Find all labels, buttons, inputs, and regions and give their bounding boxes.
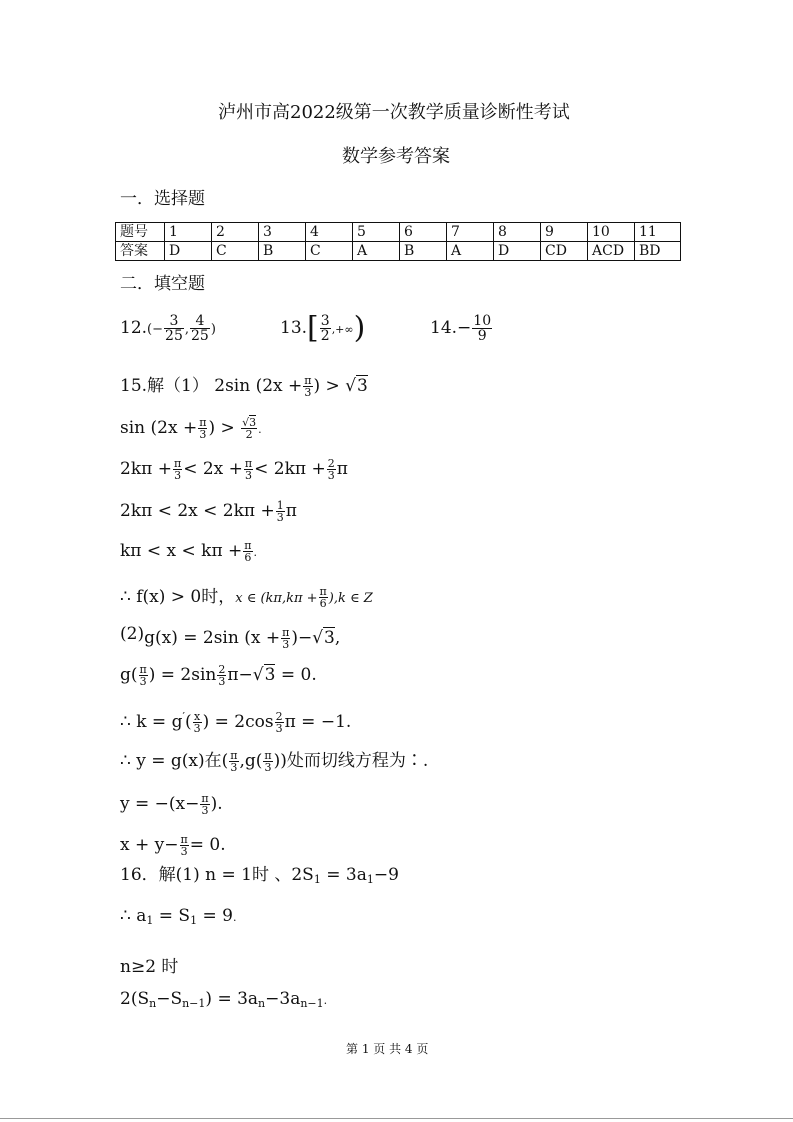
page-bottom-divider [0,1118,793,1119]
q15-l7-end: , [334,628,341,648]
q13-open: [ [307,310,319,346]
table-cell: 3 [259,223,306,242]
q15-line-10 [120,750,428,773]
section-choice-heading: 一．选择题 [120,189,205,209]
table-cell: 10 [588,223,635,242]
q13-label: 13. [280,318,308,338]
q16-line-1 [120,865,399,890]
sqrt3-over-2: $\frac{√3}{2}$ [242,416,257,441]
sub-1: 1 [313,873,321,886]
table-header-cell: 答案 [116,242,165,261]
table-cell: 7 [447,223,494,242]
q15-l2-pre: sin (2x + [120,418,198,438]
q15-l11-b: ). [210,794,223,814]
q15-line-5 [120,540,257,563]
pi-over-3: $\frac{\pi}{3}$ [264,749,272,774]
sub-n-1: n−1 [182,997,206,1010]
q14-neg: − [457,318,472,338]
q16-l1-c: 时 、 [251,865,292,885]
table-cell: B [259,242,306,261]
q15-l10-a: ∴ y = g(x) [120,751,205,771]
q16-l1-e: = 3a [326,865,367,885]
q16-l1-f: −9 [373,865,399,885]
q15-l12-b: = 0. [189,835,226,855]
q15-l8-a: g( [120,665,138,685]
q15-line-11 [120,793,223,816]
q15-l6-a: ∴ f(x) > 0时， [120,587,236,607]
table-cell: ACD [588,242,635,261]
table-cell: 4 [306,223,353,242]
q16-l4-b: −S [156,989,183,1009]
table-cell: 5 [353,223,400,242]
q15-l7-b: g(x) = 2sin (x + [144,628,281,648]
q15-l8-c: π− [227,665,253,685]
q15-l1-post: ) > [313,376,340,396]
q16-l1-d: 2S [291,865,314,885]
table-cell: CD [541,242,588,261]
table-cell: 8 [494,223,541,242]
q12-neg: − [152,322,164,337]
q15-l4-a: 2kπ < 2x < 2kπ + [120,501,275,521]
q16-l1-b: n = 1 [205,865,252,885]
q15-line-9 [120,707,351,734]
table-cell: A [353,242,400,261]
two-thirds: $\frac{2}{3}$ [327,457,335,482]
q15-line-1 [120,375,368,398]
q15-l4-end: π [285,501,297,521]
table-cell: D [165,242,212,261]
q15-l8-end: = 0. [280,665,317,685]
sqrt-3: √3 [252,665,276,685]
q15-l9-b: ( [184,712,192,732]
two-thirds: $\frac{2}{3}$ [275,710,283,735]
answer-table [115,222,681,261]
table-cell: D [494,242,541,261]
q15-line-8 [120,664,317,687]
sub-1: 1 [190,914,198,927]
q15-line-12 [120,834,226,857]
q15-l3-a: 2kπ + [120,459,172,479]
q12-label: 12. [120,318,148,338]
q13-rest: ,+∞ [331,323,354,336]
q15-l5-end: . [253,546,258,559]
q15-l6-c: ),k ∈ Z [328,591,373,606]
q16-l2-b: = S [158,906,191,926]
q15-l10-d: )) [273,751,287,771]
q15-l9-c: ) = 2cos [202,712,274,732]
table-cell: 1 [165,223,212,242]
q16-l2-a: ∴ a [120,906,147,926]
pi-over-3: $\frac{\pi}{3}$ [230,749,238,774]
q15-l12-a: x + y− [120,835,179,855]
x-over-3: $\frac{x}{3}$ [193,710,201,735]
table-cell: C [212,242,259,261]
q15-line-4 [120,500,297,523]
q15-line-7 [120,624,340,650]
one-third: $\frac{1}{3}$ [276,499,284,524]
q16-line-2 [120,906,236,931]
table-cell: B [400,242,447,261]
q15-l9-prime: ′ [182,710,185,723]
pi-over-3: $\frac{\pi}{3}$ [304,374,312,399]
q13-frac: $\frac{3}{2}$ [320,313,330,344]
q16-l1-a: 16．解(1) [120,865,200,885]
q15-l2-end: . [258,423,262,436]
pi-over-3: $\frac{\pi}{3}$ [173,457,182,482]
q15-l10-c: ,g( [239,751,263,771]
q15-l3-end: π [336,459,348,479]
sub-n-1: n−1 [300,997,324,1010]
q16-line-4 [120,989,327,1014]
pi-over-3: $\frac{\pi}{3}$ [282,626,290,651]
two-thirds: $\frac{2}{3}$ [218,663,226,688]
q15-l11-a: y = −(x− [120,794,200,814]
q15-line-6 [120,586,373,609]
table-cell: C [306,242,353,261]
q16-l4-c: ) = 3a [205,989,259,1009]
sqrt-3: √3 [345,376,368,396]
section-fill-heading: 二．填空题 [120,274,205,294]
q16-line-3: n≥2 时 [120,957,179,977]
q15-l9-a: ∴ k = g [120,712,183,732]
q16-l2-c: = 9 [202,906,233,926]
q15-l10-e: 处而切线方程为∶. [286,751,429,771]
q13-close: ) [353,310,366,346]
page-subtitle: 数学参考答案 [342,146,450,167]
q15-l5-a: kπ < x < kπ + [120,541,243,561]
q12-comma: , [184,322,189,337]
table-cell: A [447,242,494,261]
q12-close: ) [210,322,216,337]
table-row-answers [116,242,681,261]
sub-n: n [258,997,266,1010]
q16-l4-d: −3a [265,989,301,1009]
q16-l4-end: . [323,994,328,1007]
q14-frac: $\frac{10}{9}$ [473,313,492,344]
table-header-cell: 题号 [116,223,165,242]
q15-l1-pre: 15.解（1） 2sin (2x + [120,376,303,396]
pi-over-3: $\frac{\pi}{3}$ [199,416,207,441]
sqrt-3: √3 [312,628,335,648]
answer-13 [280,310,366,346]
q15-l7-a: (2) [120,624,145,644]
page-title: 泸州市高2022级第一次教学质量诊断性考试 [218,102,570,123]
sub-1: 1 [366,873,374,886]
q15-l6-b: x ∈ (kπ,kπ + [235,591,318,606]
table-cell: BD [635,242,681,261]
pi-over-6: $\frac{\pi}{6}$ [319,585,327,610]
pi-over-3: $\frac{\pi}{3}$ [180,833,188,858]
page-footer: 第 1 页 共 4 页 [346,1042,429,1056]
q15-l2-post: ) > [208,418,235,438]
answer-12 [120,314,216,343]
sub-n: n [149,997,157,1010]
q15-l7-c: )− [291,628,313,648]
sub-1: 1 [146,914,154,927]
table-cell: 6 [400,223,447,242]
table-cell: 9 [541,223,588,242]
q16-l4-a: 2(S [120,989,150,1009]
pi-over-3: $\frac{\pi}{3}$ [244,457,253,482]
q15-l8-b: ) = 2sin [148,665,217,685]
q15-l9-d: π = −1. [284,712,352,732]
pi-over-3: $\frac{\pi}{3}$ [139,663,147,688]
q15-l3-b: < 2x + [183,459,243,479]
answer-14 [430,314,493,343]
table-cell: 11 [635,223,681,242]
q15-l3-c: < 2kπ + [254,459,326,479]
table-cell: 2 [212,223,259,242]
q12-frac-1: $\frac{3}{25}$ [165,313,183,344]
q14-label: 14. [430,318,458,338]
pi-over-3: $\frac{\pi}{3}$ [201,792,209,817]
table-row-numbers [116,223,681,242]
q15-line-2 [120,417,262,440]
q12-open: ( [147,322,153,337]
q15-l10-b: 在( [204,751,229,771]
pi-over-6: $\frac{\pi}{6}$ [244,539,252,564]
q12-frac-2: $\frac{4}{25}$ [191,313,209,344]
q16-l2-end: . [232,911,237,924]
q15-line-3 [120,458,348,481]
